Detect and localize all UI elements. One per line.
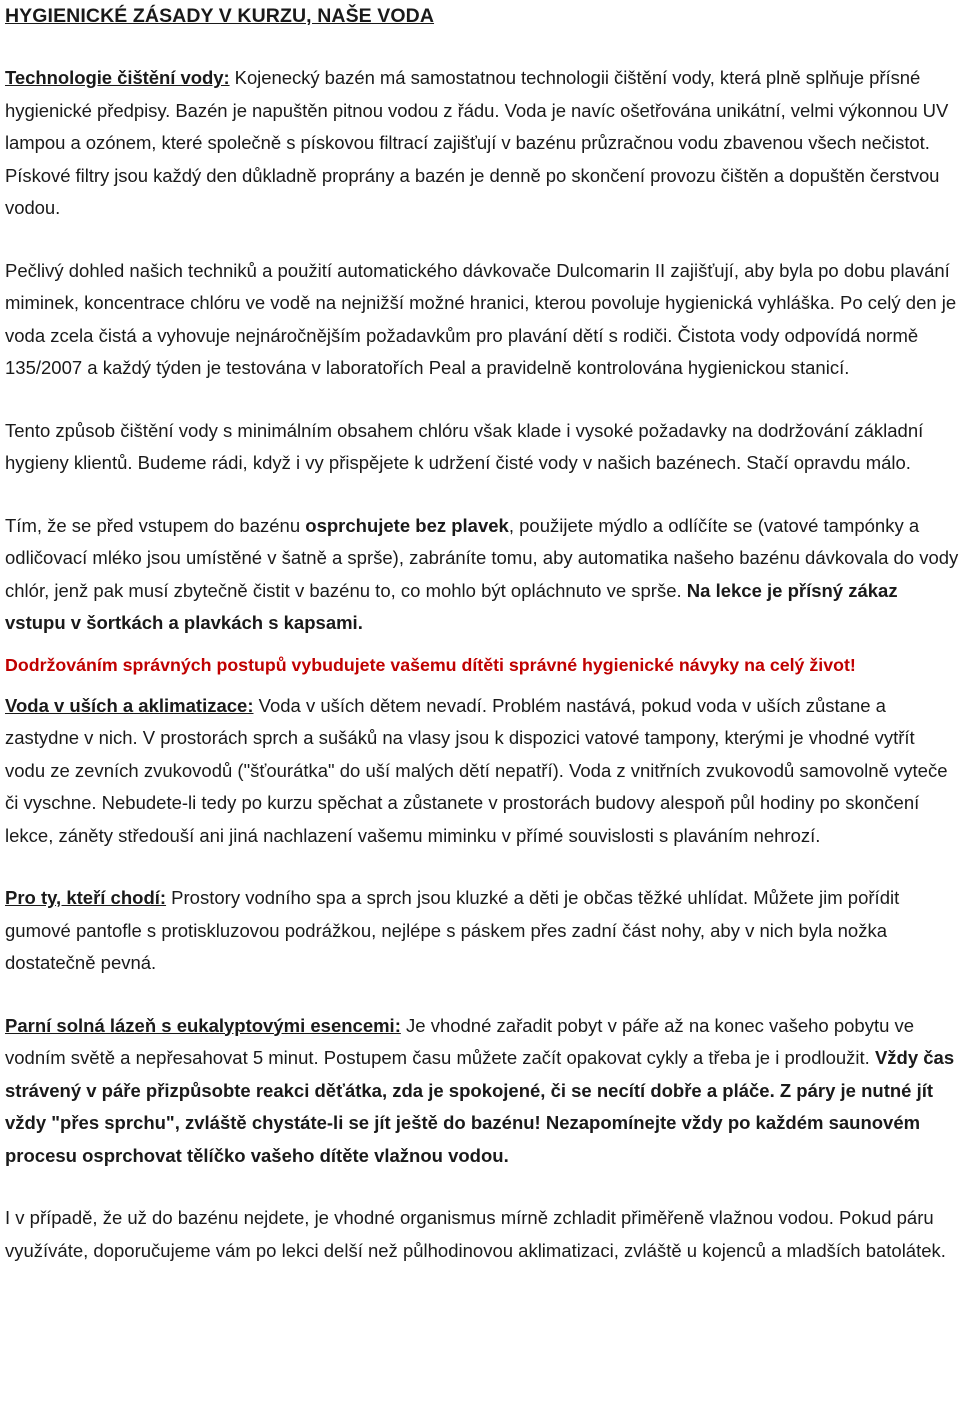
shower-bold-1: osprchujete bez plavek [305, 514, 509, 536]
shower-text-2: , použijete mýdlo a odlíčíte se (vatové tampónky a odličovací mléko jsou umístěné v šatně a sprše), zabráníte tomu, aby automatika našeho bazénu dávkovala do vody chlór, jenž pak musí zbytečně čistit v bazénu to, co mohlo být opláchnuto ve sprše. [5, 514, 959, 601]
paragraph-ear-water [5, 690, 959, 853]
heading-steam-bath: Parní solná lázeň s eukalyptovými esencemi: [5, 1014, 401, 1036]
hygiene-habits-warning: Dodržováním správných postupů vybudujete vašemu dítěti správné hygienické návyky na celý život! [5, 654, 856, 675]
paragraph-acclimatization: I v případě, že už do bazénu nejdete, je vhodné organismus mírně zchladit přiměřeně vlažnou vodou. Pokud páru využíváte, doporučujeme vám po lekci delší než půlhodinovou aklimatizaci, zvláště u kojenců a mladších batolátek. [5, 1207, 946, 1261]
shower-text-1: Tím, že se před vstupem do bazénu [5, 514, 306, 536]
paragraph-walkers [5, 882, 959, 980]
heading-walkers: Pro ty, kteří chodí: [5, 887, 167, 908]
swimwear-rule: Na lekce je přísný zákaz vstupu v šortkách a plavkách s kapsami. [5, 579, 898, 633]
text-walkers: Prostory vodního spa a sprch jsou kluzké a děti je občas těžké uhlídat. Můžete jim pořídit gumové pantofle s protiskluzovou podrážkou, nejlépe s páskem přes zadní část nohy, aby v nich byla nožka dostatečně pevná. [5, 887, 900, 973]
paragraph-supervision: Pečlivý dohled našich techniků a použití automatického dávkovače Dulcomarin II zajišťují, aby byla po dobu plavání miminek, koncentrace chlóru ve vodě na nejnižší možné hranici, kterou povoluje hygienická vyhláška. Po celý den je voda zcela čistá a vyhovuje nejnáročnějším požadavkům pro plavání dětí s rodiči. Čistota vody odpovídá normě 135/2007 a každý týden je testována v laboratořích Peal a pravidelně kontrolována hygienickou stanicí. [5, 259, 957, 378]
text-steam-bath: Je vhodné zařadit pobyt v páře až na konec vašeho pobytu ve vodním světě a nepřesahovat 5 minut. Postupem času můžete začít opakovat cykly a třeba je i prodloužit. [5, 1014, 915, 1068]
text-water-technology: Kojenecký bazén má samostatnou technologii čištění vody, která plně splňuje přísné hygienické předpisy. Bazén je napuštěn pitnou vodou z řádu. Voda je navíc ošetřována unikátní, velmi výkonnou UV lampou a ozónem, které společně s pískovou filtrací zajišťují v bazénu průzračnou vodu zbavenou všech nečistot. Pískové filtry jsou každý den důkladně proprány a bazén je denně po skončení provozu čištěn a dopuštěn čerstvou vodou. [5, 67, 949, 218]
document-page [5, 0, 959, 1267]
steam-bath-bold: Vždy čas strávený v páře přizpůsobte reakci děťátka, zda je spokojené, či se necítí dobře a pláče. Z páry je nutné jít vždy "přes sprchu", zvláště chystáte-li se jít ještě do bazénu! Nezapomínejte vždy po každém saunovém procesu osprchovat tělíčko vašeho dítěte vlažnou vodou. [5, 1047, 955, 1166]
paragraph-water-technology [5, 62, 959, 225]
paragraph-shower-rules [5, 510, 959, 640]
heading-ear-water: Voda v uších a aklimatizace: [5, 694, 254, 716]
text-ear-water: Voda v uších dětem nevadí. Problém nastává, pokud voda v uších zůstane a zastydne v nich. V prostorách sprch a sušáků na vlasy jsou k dispozici vatové tampony, kterými je vhodné vytřít vodu ze zevních zvukovodů ("šťourátka" do uší malých dětí nepatří). Voda z vnitřních zvukovodů samovolně vyteče či vyschne. Nebudete-li tedy po kurzu spěchat a zůstanete v prostorách budovy alespoň půl hodiny po skončení lekce, záněty středouší ani jiná nachlazení vašemu miminku v přímé souvislosti s plaváním nehrozí. [5, 694, 948, 846]
heading-water-technology: Technologie čištění vody: [5, 67, 230, 88]
paragraph-hygiene-requirements: Tento způsob čištění vody s minimálním obsahem chlóru však klade i vysoké požadavky na dodržování základní hygieny klientů. Budeme rádi, když i vy přispějete k udržení čisté vody v našich bazénech. Stačí opravdu málo. [5, 419, 924, 473]
paragraph-steam-bath [5, 1010, 959, 1173]
document-title: HYGIENICKÉ ZÁSADY V KURZU, NAŠE VODA [5, 5, 435, 27]
